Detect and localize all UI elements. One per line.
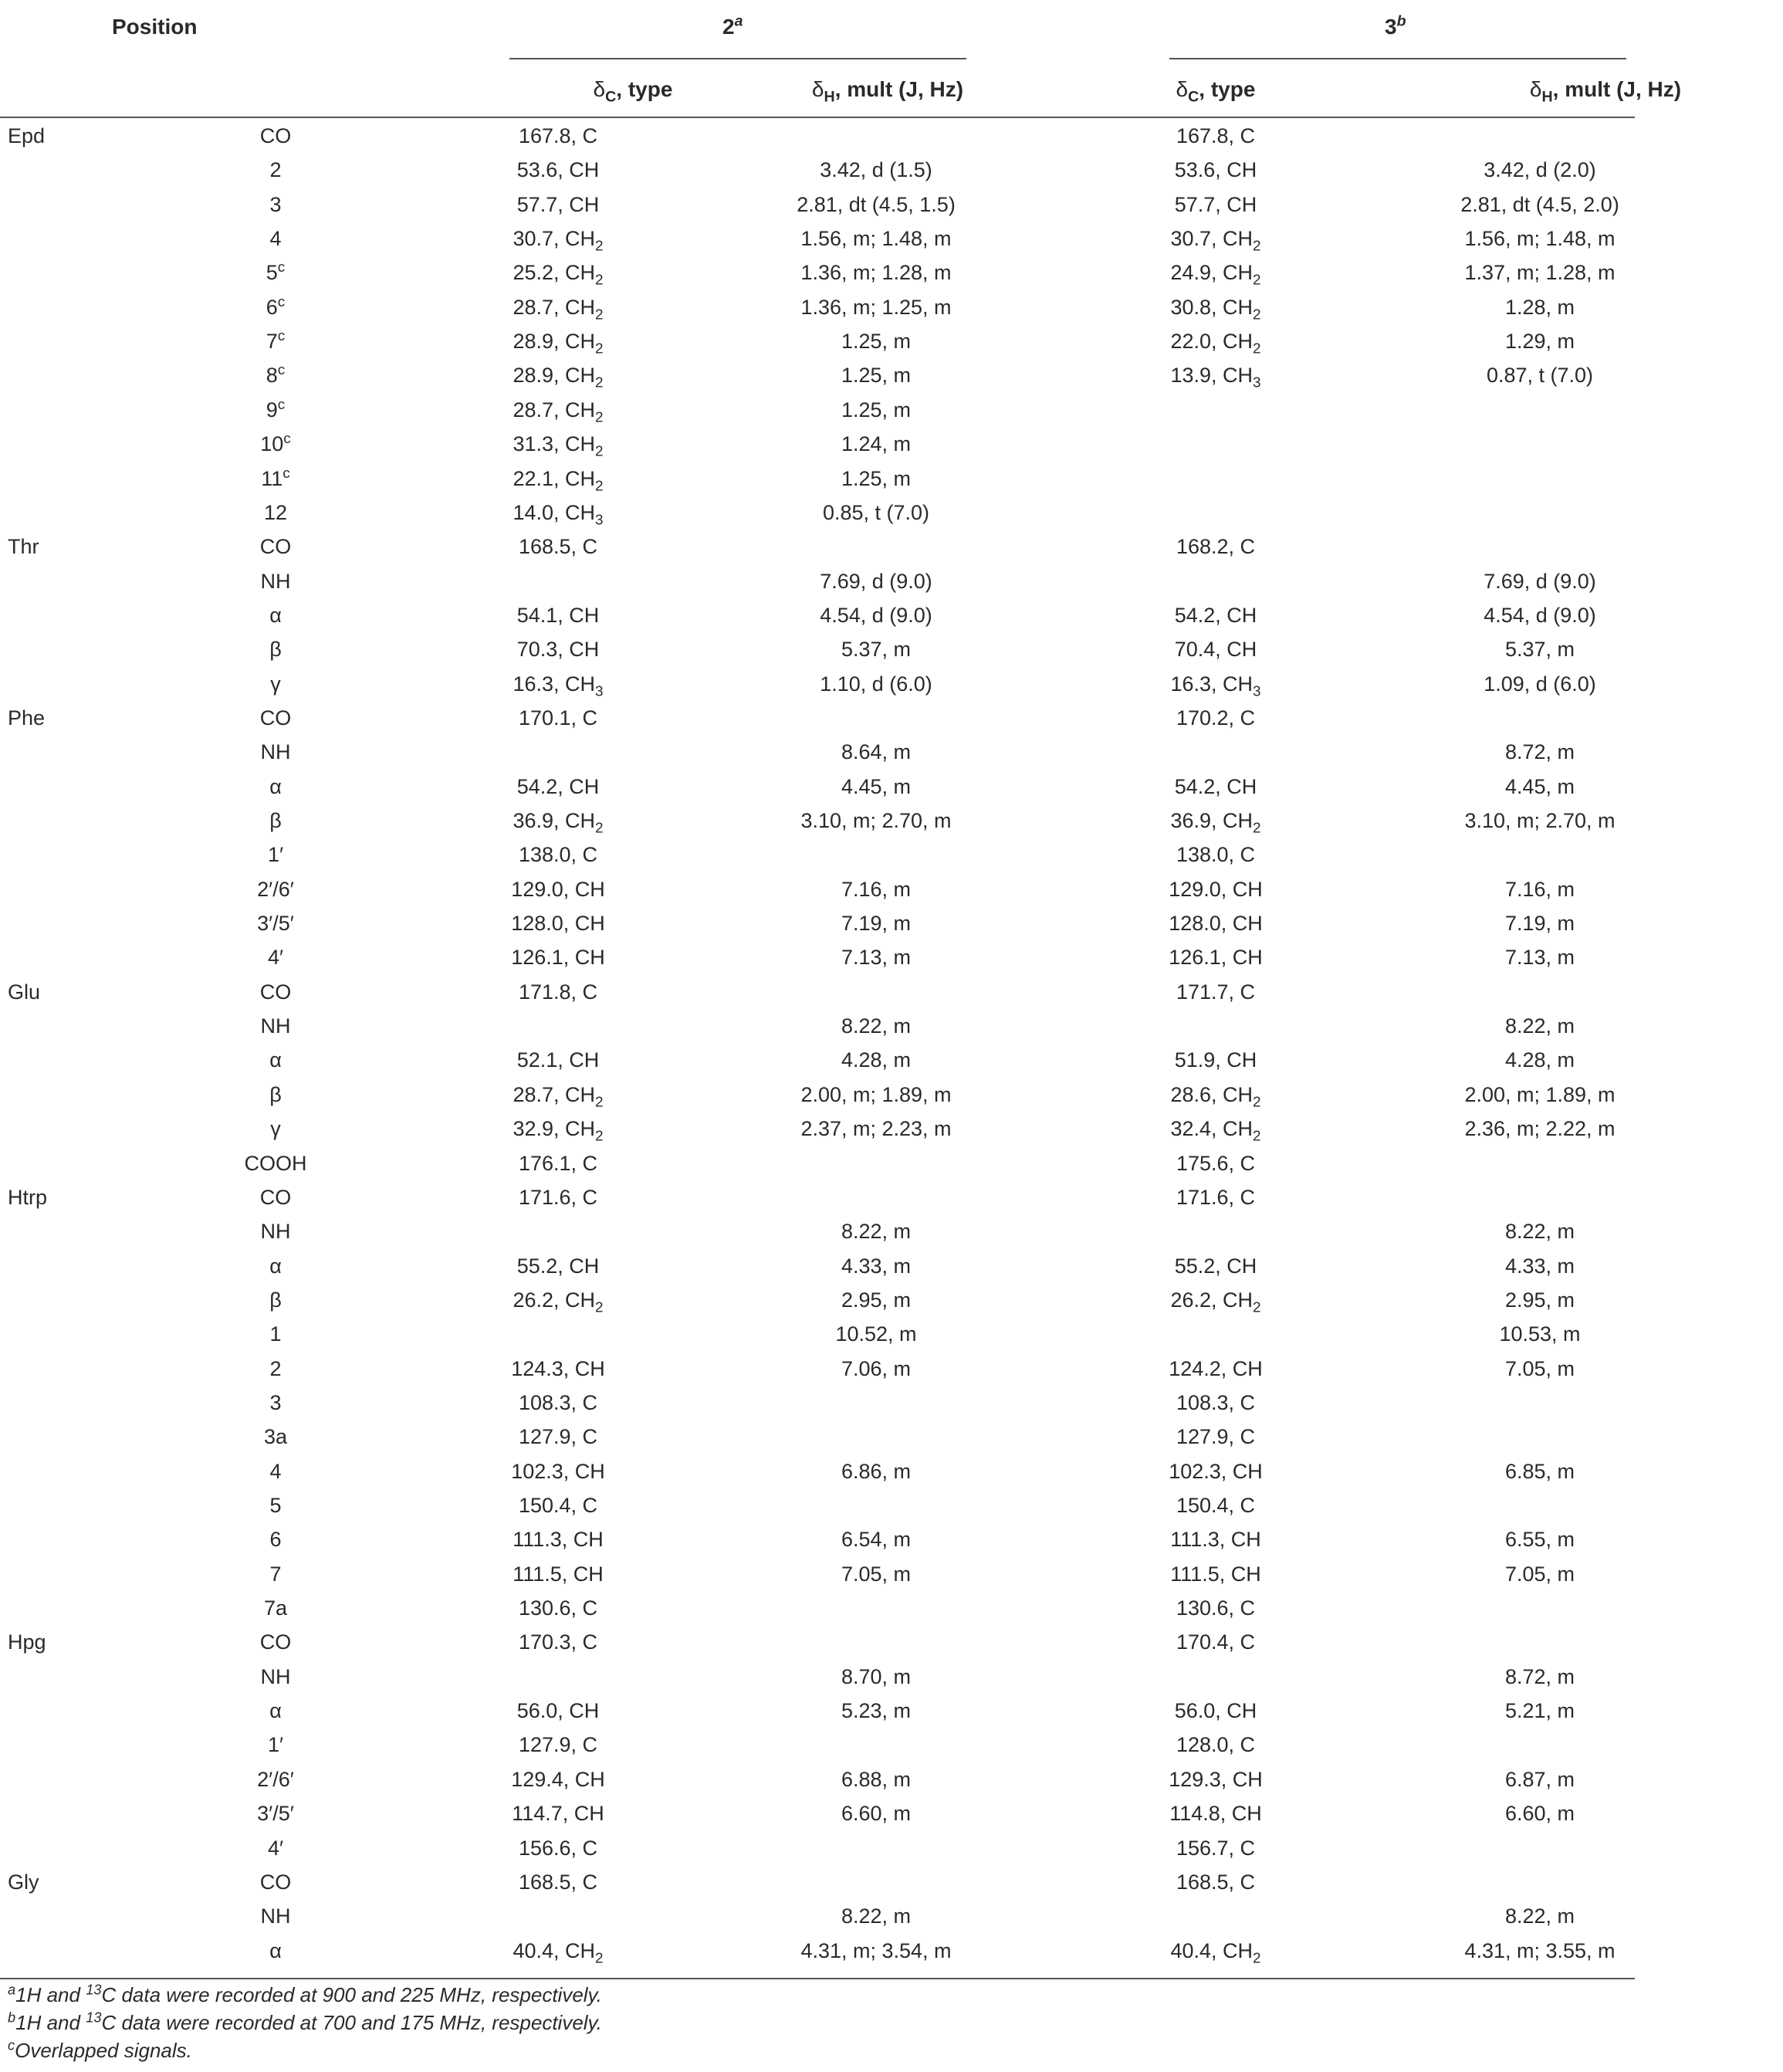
compound-2-carbon-cell: 25.2, $CH_2$ [513,261,604,289]
compound-3-carbon-cell: 150.4, C [1176,1494,1256,1517]
compound-3-proton-cell: 6.55, m [1504,1528,1575,1552]
compound-3-proton-cell: 7.69, d (9.0) [1484,569,1596,593]
compound-3-carbon-cell: 26.2, $CH_2$ [1170,1288,1261,1316]
compound-2-underline [509,58,966,59]
position-cell: 3 [269,192,282,216]
compound-2-carbon-cell: 70.3, CH [516,638,600,662]
compound-3-proton-cell: 8.22, m [1504,1904,1575,1928]
position-cell: 11$^c$ [261,465,290,490]
compound-2-carbon-cell: 54.2, CH [516,774,600,798]
group-cell: Epd [8,124,46,147]
compound-2-carbon-cell: 171.8, C [518,980,598,1004]
compound-2-proton-cell: 1.10, d (6.0) [820,672,932,696]
compound-3-carbon-cell: 170.2, C [1176,706,1256,730]
position-cell: β [269,1082,282,1106]
compound-3-carbon-cell: 56.0, CH [1174,1699,1257,1723]
position-cell: NH [260,1904,291,1928]
compound-2-proton-cell: 4.33, m [841,1254,912,1278]
compound-3-carbon-cell: 130.6, C [1176,1596,1256,1620]
compound-3-proton-cell: 2.36, m; 2.22, m [1464,1117,1616,1141]
position-cell: 1 [269,1322,282,1346]
delta-c-sub: C [605,88,617,106]
compound-2-proton-cell: 1.36, m; 1.25, m [800,295,952,319]
compound-2-carbon-cell: 14.0, $CH_3$ [513,500,604,529]
compound-3-carbon-cell: 171.6, C [1176,1185,1256,1209]
position-cell: CO [259,1185,292,1209]
compound-2-proton-cell: 6.88, m [841,1767,912,1791]
position-cell: CO [259,706,292,730]
compound-2-carbon-cell: 171.6, C [518,1185,598,1209]
compound-2-carbon-cell: 56.0, CH [516,1699,600,1723]
group-cell: Phe [8,706,46,730]
position-cell: CO [259,1630,292,1654]
compound-3-proton-cell: 3.42, d (2.0) [1484,158,1596,182]
position-cell: CO [259,124,292,147]
delta-h-symbol: δ [1529,77,1542,101]
compound-3-carbon-cell: 129.3, CH [1169,1767,1263,1791]
compound-2-carbon-cell: 129.0, CH [511,877,605,901]
compound-3-carbon-cell: 70.4, CH [1174,638,1257,662]
compound-2-proton-cell: 7.16, m [841,877,912,901]
position-cell: γ [270,672,281,696]
compound-2-proton-cell: 1.25, m [841,330,912,354]
delta-h-symbol: δ [811,77,824,101]
compound-3-carbon-cell: 54.2, CH [1174,774,1257,798]
compound-3-carbon-cell: 111.3, CH [1170,1528,1261,1552]
compound-2-proton-cell: 1.24, m [841,432,912,456]
position-cell: α [269,1699,282,1723]
compound-3-carbon-cell: 24.9, $CH_2$ [1170,261,1261,289]
compound-2-carbon-cell: 32.9, $CH_2$ [513,1117,604,1145]
compound-3-label: 3 [1385,15,1397,39]
position-cell: 2 [269,158,282,182]
compound-2-carbon-cell: 156.6, C [518,1836,598,1860]
compound-2-proton-cell: 4.45, m [841,774,912,798]
compound-3-carbon-cell: 175.6, C [1176,1151,1256,1175]
group-cell: Glu [8,980,41,1004]
compound-2-carbon-cell: 31.3, $CH_2$ [513,432,604,460]
compound-2-carbon-cell: 55.2, CH [516,1254,600,1278]
position-cell: β [269,809,282,832]
compound-3-proton-cell: 2.95, m [1504,1288,1575,1312]
compound-3-carbon-cell: 108.3, C [1176,1390,1256,1414]
compound-2-proton-cell: 2.81, dt (4.5, 1.5) [797,192,956,216]
compound-3-proton-cell: 4.45, m [1504,774,1575,798]
compound-3-proton-cell: 3.10, m; 2.70, m [1464,809,1616,832]
compound-2-proton-cell: 4.31, m; 3.54, m [800,1938,952,1962]
position-cell: 12 [263,500,288,524]
compound-3-carbon-cell: 32.4, $CH_2$ [1170,1117,1261,1145]
position-cell: 2 [269,1356,282,1380]
compound-3-carbon-cell: 40.4, $CH_2$ [1170,1938,1261,1966]
position-cell: β [269,1288,282,1312]
compound-2-carbon-cell: 28.7, $CH_2$ [513,398,604,426]
compound-3-carbon-cell: 36.9, $CH_2$ [1170,809,1261,837]
compound-3-proton-cell: 10.53, m [1499,1322,1581,1346]
position-cell: 9$^c$ [266,396,286,422]
delta-c-symbol: δ [593,77,606,101]
position-cell: 3 [269,1390,282,1414]
footnote: $^b$1H and $^{13}$C data were recorded at 700 and 175 MHz, respectively. [8,2009,602,2034]
compound-3-carbon-cell: 102.3, CH [1169,1459,1263,1483]
position-cell: 7a [263,1596,288,1620]
compound-3-carbon-cell: 171.7, C [1176,980,1256,1004]
compound-2-carbon-cell: 36.9, $CH_2$ [513,809,604,837]
compound-2-proton-cell: 1.25, m [841,398,912,422]
compound-2-carbon-cell: 28.7, $CH_2$ [513,295,604,323]
compound-3-carbon-cell: 128.0, C [1176,1733,1256,1757]
compound-3-sup: b [1396,12,1406,30]
compound-2-carbon-cell: 168.5, C [518,1870,598,1894]
delta-h-sub: H [824,88,835,106]
position-cell: NH [260,1664,291,1688]
compound-2-proton-cell: 3.42, d (1.5) [820,158,932,182]
delta-h-rest: , mult (J, Hz) [1552,77,1682,101]
delta-h-sub: H [1541,88,1553,106]
position-cell: 2′/6′ [257,1767,294,1791]
compound-2-carbon-cell: 138.0, C [518,843,598,867]
compound-2-carbon-cell: 108.3, C [518,1390,598,1414]
compound-2-carbon-cell: 150.4, C [518,1494,598,1517]
group-cell: Thr [8,535,39,559]
compound-2-proton-cell: 8.70, m [841,1664,912,1688]
position-cell: 7$^c$ [266,328,286,354]
compound-2-proton-cell: 1.25, m [841,466,912,490]
position-cell: 4 [269,227,282,251]
compound-2-carbon-cell: 102.3, CH [511,1459,605,1483]
compound-3-carbon-cell: 53.6, CH [1174,158,1257,182]
compound-3-proton-cell: 1.09, d (6.0) [1484,672,1596,696]
compound-2-carbon-cell: 57.7, CH [516,192,600,216]
delta-h-rest: , mult (J, Hz) [834,77,964,101]
delta-c-symbol: δ [1176,77,1189,101]
position-cell: 6 [269,1528,282,1552]
compound-2-proton-cell: 8.22, m [841,1220,912,1244]
compound-3-proton-cell: 7.13, m [1504,946,1575,970]
position-cell: α [269,774,282,798]
position-cell: 3′/5′ [257,1802,294,1826]
position-cell: 10$^c$ [260,431,291,456]
compound-3-carbon-cell: 124.2, CH [1169,1356,1263,1380]
position-cell: NH [260,1014,291,1038]
delta-c-rest: , type [1199,77,1256,101]
compound-2-proton-cell: 3.10, m; 2.70, m [800,809,952,832]
compound-2-proton-cell: 2.00, m; 1.89, m [800,1082,952,1106]
compound-2-carbon-cell: 130.6, C [518,1596,598,1620]
compound-2-carbon-cell: 127.9, C [518,1733,598,1757]
position-cell: γ [270,1117,281,1141]
delta-h-header-2 [710,74,1065,105]
compound-2-carbon-cell: 111.5, CH [513,1562,604,1586]
compound-2-proton-cell: 1.25, m [841,364,912,388]
compound-3-proton-cell: 8.72, m [1504,1664,1575,1688]
position-cell: α [269,1254,282,1278]
footnote: $^c$Overlapped signals. [8,2037,192,2062]
compound-2-proton-cell: 1.56, m; 1.48, m [800,227,952,251]
delta-c-rest: , type [616,77,673,101]
position-cell: α [269,603,282,627]
compound-3-carbon-cell: 16.3, $CH_3$ [1170,672,1261,699]
compound-2-proton-cell: 7.19, m [841,912,912,936]
compound-3-proton-cell: 1.28, m [1504,295,1575,319]
compound-3-proton-cell: 8.72, m [1504,740,1575,764]
table-bottom-rule [0,1978,1635,1979]
footnote: $^a$1H and $^{13}$C data were recorded at 900 and 225 MHz, respectively. [8,1982,602,2006]
position-cell: 4′ [267,1836,284,1860]
position-cell: 1′ [267,1733,284,1757]
compound-2-carbon-cell: 127.9, C [518,1425,598,1449]
group-cell: Htrp [8,1185,48,1209]
group-cell: Hpg [8,1630,46,1654]
position-cell: 2′/6′ [257,877,294,901]
position-cell: 7 [269,1562,282,1586]
position-cell: α [269,1048,282,1072]
position-cell: 4 [269,1459,282,1483]
compound-3-carbon-cell: 156.7, C [1176,1836,1256,1860]
compound-2-proton-cell: 7.05, m [841,1562,912,1586]
compound-3-carbon-cell: 30.8, $CH_2$ [1170,295,1261,323]
compound-3-proton-cell: 6.87, m [1504,1767,1575,1791]
compound-3-proton-cell: 7.16, m [1504,877,1575,901]
position-cell: 5$^c$ [266,259,286,285]
compound-3-proton-cell: 7.05, m [1504,1356,1575,1380]
compound-2-proton-cell: 5.23, m [841,1699,912,1723]
compound-2-carbon-cell: 22.1, $CH_2$ [513,466,604,494]
group-cell: Gly [8,1870,39,1894]
compound-3-carbon-cell: 51.9, CH [1174,1048,1257,1072]
compound-2-proton-cell: 2.95, m [841,1288,912,1312]
compound-3-carbon-cell: 28.6, $CH_2$ [1170,1082,1261,1111]
compound-3-carbon-cell: 111.5, CH [1170,1562,1261,1586]
compound-2-carbon-cell: 114.7, CH [512,1802,604,1826]
compound-2-proton-cell: 7.06, m [841,1356,912,1380]
delta-c-header-3 [1092,74,1339,105]
compound-3-proton-cell: 6.85, m [1504,1459,1575,1483]
compound-2-carbon-cell: 28.7, $CH_2$ [513,1082,604,1111]
position-cell: β [269,638,282,662]
compound-3-proton-cell: 4.31, m; 3.55, m [1464,1938,1616,1962]
compound-3-carbon-cell: 167.8, C [1176,124,1256,147]
compound-2-carbon-cell: 168.5, C [518,535,598,559]
compound-2-carbon-cell: 167.8, C [518,124,598,147]
compound-3-proton-cell: 0.87, t (7.0) [1486,364,1594,388]
compound-3-proton-cell: 8.22, m [1504,1014,1575,1038]
compound-3-proton-cell: 4.33, m [1504,1254,1575,1278]
compound-2-proton-cell: 8.22, m [841,1014,912,1038]
compound-3-carbon-cell: 138.0, C [1176,843,1256,867]
compound-3-proton-cell: 2.81, dt (4.5, 2.0) [1460,192,1619,216]
compound-2-proton-cell: 6.86, m [841,1459,912,1483]
compound-3-carbon-cell: 128.0, CH [1169,912,1263,936]
compound-2-carbon-cell: 28.9, $CH_2$ [513,330,604,357]
compound-2-carbon-cell: 52.1, CH [516,1048,600,1072]
position-cell: CO [259,980,292,1004]
compound-3-proton-cell: 8.22, m [1504,1220,1575,1244]
compound-3-carbon-cell: 30.7, $CH_2$ [1170,227,1261,255]
compound-3-carbon-cell: 22.0, $CH_2$ [1170,330,1261,357]
compound-3-proton-cell: 7.05, m [1504,1562,1575,1586]
compound-3-proton-cell: 5.37, m [1504,638,1575,662]
compound-2-proton-cell: 8.64, m [841,740,912,764]
compound-3-carbon-cell: 170.4, C [1176,1630,1256,1654]
position-cell: CO [259,1870,292,1894]
position-cell: 4′ [267,946,284,970]
delta-c-sub: C [1188,88,1199,106]
compound-2-proton-cell: 6.54, m [841,1528,912,1552]
compound-3-proton-cell: 1.37, m; 1.28, m [1464,261,1616,285]
position-cell: NH [260,569,291,593]
position-cell: 6$^c$ [266,293,286,319]
position-cell: 3′/5′ [257,912,294,936]
position-cell: 3a [263,1425,288,1449]
compound-2-carbon-cell: 124.3, CH [511,1356,605,1380]
compound-3-carbon-cell: 55.2, CH [1174,1254,1257,1278]
compound-2-carbon-cell: 128.0, CH [511,912,605,936]
compound-2-label: 2 [722,15,735,39]
compound-2-proton-cell: 5.37, m [841,638,912,662]
compound-2-carbon-cell: 54.1, CH [516,603,600,627]
compound-3-proton-cell: 1.56, m; 1.48, m [1464,227,1616,251]
compound-2-carbon-cell: 53.6, CH [516,158,600,182]
position-header: Position [112,15,198,39]
compound-3-carbon-cell: 126.1, CH [1169,946,1263,970]
position-cell: CO [259,535,292,559]
compound-3-proton-cell: 1.29, m [1504,330,1575,354]
compound-2-proton-cell: 7.69, d (9.0) [820,569,932,593]
compound-2-header [722,12,743,42]
compound-3-proton-cell: 5.21, m [1504,1699,1575,1723]
compound-2-proton-cell: 1.36, m; 1.28, m [800,261,952,285]
delta-h-header-3 [1428,74,1783,105]
compound-3-carbon-cell: 127.9, C [1176,1425,1256,1449]
compound-3-underline [1169,58,1626,59]
compound-2-carbon-cell: 26.2, $CH_2$ [513,1288,604,1316]
compound-3-proton-cell: 4.28, m [1504,1048,1575,1072]
compound-3-carbon-cell: 129.0, CH [1169,877,1263,901]
compound-2-proton-cell: 2.37, m; 2.23, m [800,1117,952,1141]
position-cell: COOH [244,1151,307,1175]
compound-2-proton-cell: 7.13, m [841,946,912,970]
compound-3-header [1385,12,1406,42]
compound-3-carbon-cell: 13.9, $CH_3$ [1170,364,1261,391]
compound-3-proton-cell: 6.60, m [1504,1802,1575,1826]
position-cell: 8$^c$ [266,362,286,388]
compound-2-carbon-cell: 30.7, $CH_2$ [513,227,604,255]
position-cell: NH [260,740,291,764]
compound-2-proton-cell: 0.85, t (7.0) [822,500,930,524]
compound-3-carbon-cell: 54.2, CH [1174,603,1257,627]
compound-3-carbon-cell: 57.7, CH [1174,192,1257,216]
header-bottom-rule [0,117,1635,118]
compound-2-proton-cell: 4.28, m [841,1048,912,1072]
compound-3-proton-cell: 7.19, m [1504,912,1575,936]
compound-2-carbon-cell: 170.1, C [518,706,598,730]
compound-2-carbon-cell: 16.3, $CH_3$ [513,672,604,699]
compound-2-proton-cell: 6.60, m [841,1802,912,1826]
compound-2-proton-cell: 8.22, m [841,1904,912,1928]
position-cell: 1′ [267,843,284,867]
compound-2-carbon-cell: 40.4, $CH_2$ [513,1938,604,1966]
compound-2-proton-cell: 10.52, m [835,1322,917,1346]
compound-2-carbon-cell: 126.1, CH [511,946,605,970]
compound-3-carbon-cell: 168.2, C [1176,535,1256,559]
position-cell: α [269,1938,282,1962]
compound-3-proton-cell: 4.54, d (9.0) [1484,603,1596,627]
compound-3-carbon-cell: 114.8, CH [1169,1802,1262,1826]
compound-2-sup: a [734,12,743,30]
compound-3-carbon-cell: 168.5, C [1176,1870,1256,1894]
compound-2-carbon-cell: 111.3, CH [513,1528,604,1552]
position-cell: 5 [269,1494,282,1517]
compound-2-carbon-cell: 129.4, CH [511,1767,605,1791]
position-cell: NH [260,1220,291,1244]
compound-2-carbon-cell: 176.1, C [518,1151,598,1175]
compound-2-carbon-cell: 28.9, $CH_2$ [513,364,604,391]
compound-3-proton-cell: 2.00, m; 1.89, m [1464,1082,1616,1106]
compound-2-carbon-cell: 170.3, C [518,1630,598,1654]
compound-2-proton-cell: 4.54, d (9.0) [820,603,932,627]
